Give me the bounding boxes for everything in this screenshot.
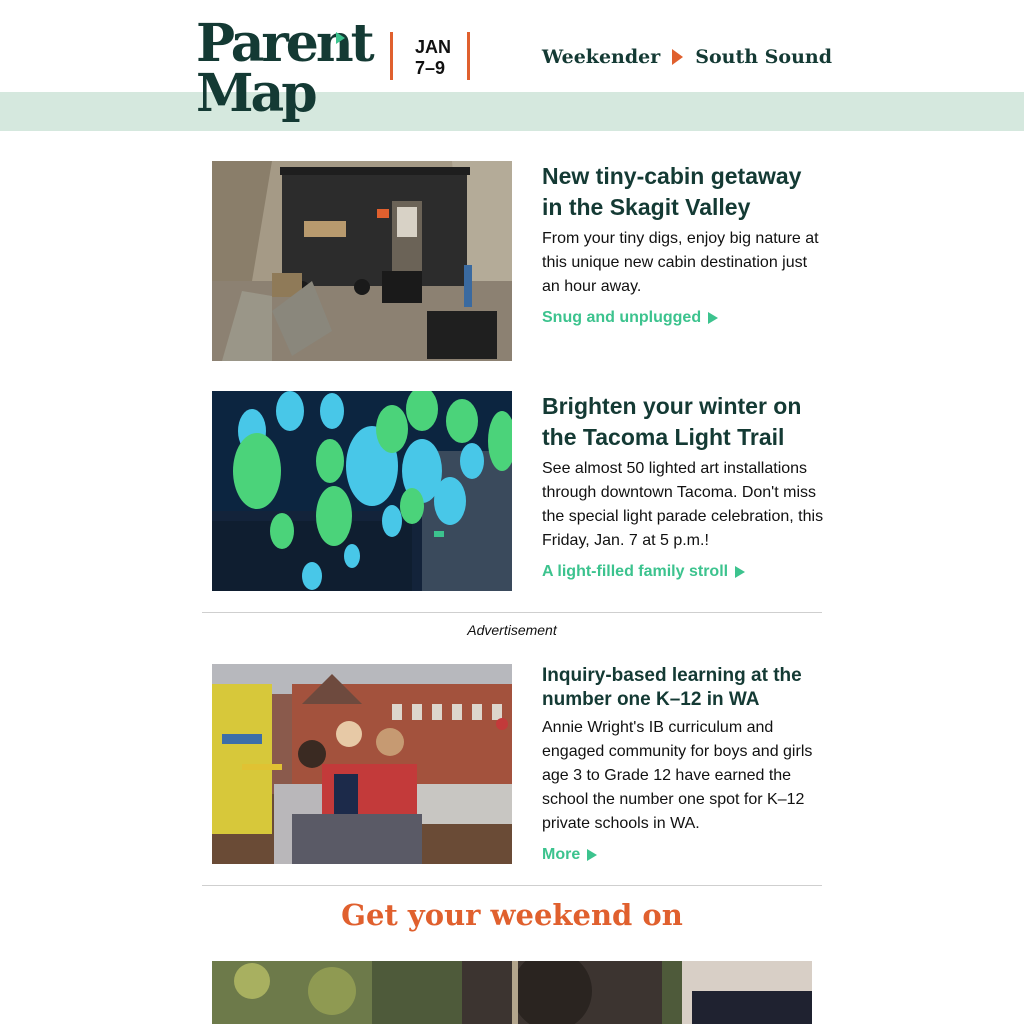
edition-name: Weekender [541,46,661,68]
cta-label: A light-filled family stroll [542,563,729,580]
play-arrow-icon [672,49,683,65]
light-filled-family-stroll-link[interactable] [542,563,745,581]
snug-and-unplugged-link[interactable] [542,309,718,327]
weekend-feature-photo[interactable] [212,961,812,1024]
divider [202,612,822,613]
play-arrow-icon [735,566,745,578]
edition-region: South Sound [695,46,832,68]
edition-label [542,44,832,70]
article-headline[interactable]: Inquiry-based learning at the number one K–12 in WA [542,665,802,710]
cta-label: More [542,846,581,863]
article-headline[interactable]: Brighten your winter on the Tacoma Light Trail [542,393,802,450]
article-text [542,664,824,864]
article-text [542,161,824,327]
more-link[interactable] [542,846,597,864]
play-arrow-icon [708,312,718,324]
header [0,0,1024,131]
logo-play-icon [336,32,345,44]
article-text [542,391,824,581]
parentmap-logo[interactable] [196,13,372,124]
tiny-cabin-photo[interactable] [212,161,512,361]
section-heading: Get your weekend on [341,898,683,932]
article-description: Annie Wright's IB curriculum and engaged community for boys and girls age 3 to Grade 12 have earned the school the number one spot for K–12 private schools in WA. [542,719,813,832]
play-arrow-icon [587,849,597,861]
cta-label: Snug and unplugged [542,309,702,326]
logo-line-2: Map [196,63,315,124]
issue-date [390,32,470,80]
logo-line-1: Parent [196,13,372,74]
article-headline[interactable]: New tiny-cabin getaway in the Skagit Valley [542,163,802,220]
divider [202,885,822,886]
light-trail-photo[interactable] [212,391,512,591]
article-description: See almost 50 lighted art installations through downtown Tacoma. Don't miss the special light parade celebration, this Friday, Jan. 7 at 5 p.m.! [542,460,824,549]
advertisement-label: Advertisement [467,622,557,638]
school-children-photo[interactable] [212,664,512,864]
issue-days: 7–9 [415,58,446,78]
issue-month: JAN [415,37,452,57]
article-description: From your tiny digs, enjoy big nature at this unique new cabin destination just an hour away. [542,230,819,295]
